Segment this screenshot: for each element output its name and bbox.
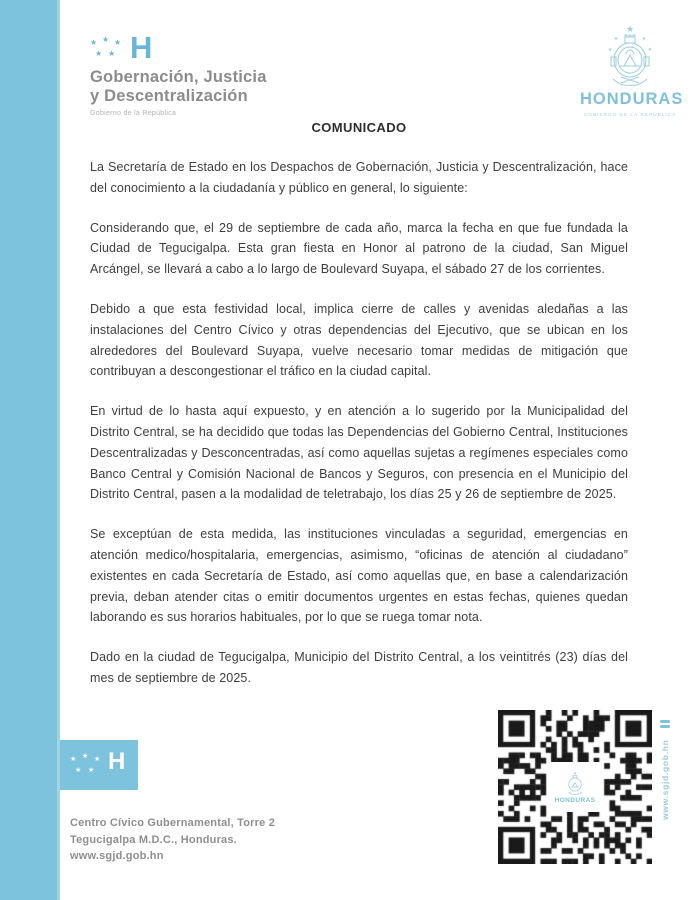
svg-text:★: ★ bbox=[647, 47, 653, 53]
paragraph: Considerando que, el 29 de septiembre de cada año, marca la fecha en que fue fundada la Ciudad de Tegucigalpa. Esta gran fiesta en Honor al patrono de la ciudad, San Miguel Arcángel, se llevará a cabo a lo largo de Boulevard Suyapa, el sábado 27 de los corrientes. bbox=[90, 220, 628, 277]
paragraph: Se exceptúan de esta medida, las instituciones vinculadas a seguridad, emergencias en atención medico/hospitalaria, emergencias, asimismo, “oficinas de atención al ciudadano” existentes en cada Secretaría de Estado, así como aquellas que, en base a calendarización previa, deban atender citas o emitir documentos urgentes en estas fechas, quienes quedan laborando es sus horarios habituales, por lo que se ruega tomar nota. bbox=[90, 527, 628, 625]
star-icon bbox=[95, 50, 102, 58]
bars-icon bbox=[660, 720, 670, 728]
ministry-name bbox=[90, 68, 267, 105]
gov-logo-tagline: GOBIERNO DE LA REPÚBLICA bbox=[583, 112, 677, 117]
star-icon bbox=[108, 50, 115, 58]
star-icon bbox=[102, 36, 109, 44]
ministry-name-line2: y Descentralización bbox=[90, 86, 248, 105]
honduras-gov-logo bbox=[580, 24, 684, 117]
ministry-name-line1: Gobernación, Justicia bbox=[90, 68, 267, 86]
coat-of-arms-icon bbox=[599, 24, 661, 88]
star-icon bbox=[90, 39, 97, 47]
paragraph: Dado en la ciudad de Tegucigalpa, Municipio del Distrito Central, a los veintitrés (23) días del mes de septiembre de 2025. bbox=[90, 650, 628, 685]
side-url-group bbox=[657, 720, 673, 820]
svg-text:★: ★ bbox=[573, 770, 577, 776]
address-line: Tegucigalpa M.D.C., Honduras. bbox=[70, 833, 237, 846]
star-icon bbox=[75, 767, 81, 775]
stars-h-logo-white bbox=[70, 748, 130, 777]
coat-of-arms-icon bbox=[563, 770, 587, 796]
svg-text:★: ★ bbox=[625, 24, 635, 34]
gov-logo-name: HONDURAS bbox=[580, 90, 684, 108]
ministry-logo bbox=[90, 30, 267, 117]
qr-center-logo bbox=[547, 762, 603, 812]
stars-h-logo bbox=[90, 30, 230, 65]
h-letter-mark: H bbox=[108, 748, 126, 775]
h-letter-mark: H bbox=[130, 30, 153, 65]
document-title: COMUNICADO bbox=[311, 120, 407, 135]
paragraph: La Secretaría de Estado en los Despachos de Gobernación, Justicia y Descentralización, hace del conocimiento a la ciudadanía y público en general, lo siguiente: bbox=[90, 160, 628, 195]
paragraph: En virtud de lo hasta aquí expuesto, y en atención a lo sugerido por la Municipalidad del Distrito Central, se ha decidido que todas las Dependencias del Gobierno Central, Instituciones Descentralizadas y Desconcentradas, así como aquellas sujetas a regímenes especiales como Banco Central y Comisión Nacional de Bancos y Seguros, con presencia en el Municipio del Distrito Central, pasen a la modalidad de teletrabajo, los días 25 y 26 de septiembre de 2025. bbox=[90, 404, 628, 502]
svg-text:★: ★ bbox=[607, 47, 613, 53]
svg-text:★: ★ bbox=[613, 36, 619, 42]
footer-address bbox=[70, 815, 275, 865]
address-line: Centro Cívico Gubernamental, Torre 2 bbox=[70, 817, 276, 829]
star-icon bbox=[82, 753, 88, 761]
star-icon bbox=[94, 756, 100, 764]
address-line: www.sgjd.gob.hn bbox=[70, 850, 164, 862]
ministry-tagline: Gobierno de la República bbox=[90, 110, 177, 117]
qr-code bbox=[498, 710, 652, 864]
qr-center-label: HONDURAS bbox=[554, 797, 596, 804]
footer-logo-block bbox=[60, 740, 138, 790]
left-accent-bar bbox=[0, 0, 60, 900]
star-icon bbox=[88, 767, 94, 775]
svg-text:★: ★ bbox=[641, 36, 647, 42]
side-url-text: www.sgjd.gob.hn bbox=[660, 739, 670, 820]
star-icon bbox=[70, 756, 76, 764]
document-body bbox=[90, 120, 628, 708]
star-icon bbox=[114, 39, 121, 47]
paragraph: Debido a que esta festividad local, implica cierre de calles y avenidas aledañas a las instalaciones del Centro Cívico y otras dependencias del Ejecutivo, que se ubican en los alrededores del Boulevard Suyapa, vuelve necesario tomar medidas de mitigación que contribuyan a descongestionar el tráfico en la ciudad capital. bbox=[90, 301, 628, 379]
